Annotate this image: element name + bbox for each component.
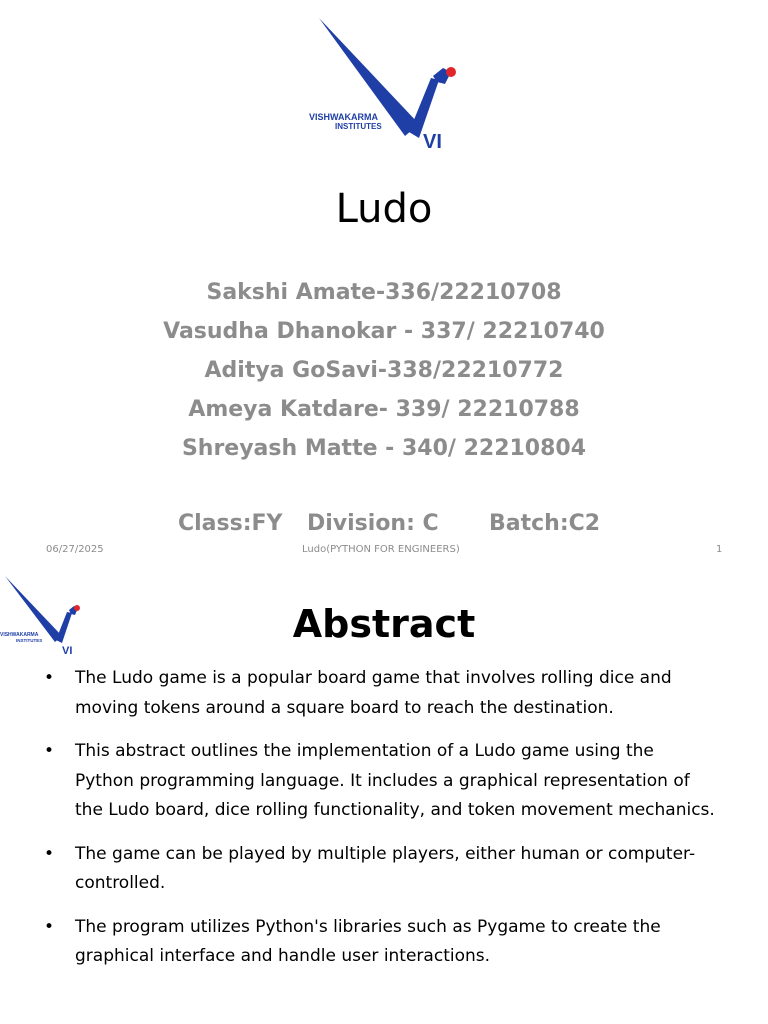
abstract-slide bbox=[0, 576, 768, 1024]
logo-text-line2: INSTITUTES bbox=[335, 122, 382, 131]
logo-mark: VI bbox=[423, 131, 442, 152]
slide-title: Ludo bbox=[335, 186, 433, 232]
abstract-title: Abstract bbox=[292, 602, 476, 646]
vishwakarma-logo bbox=[305, 14, 465, 152]
footer-title: Ludo(PYTHON FOR ENGINEERS) bbox=[302, 544, 460, 555]
logo-mark: VI bbox=[62, 645, 73, 656]
bullet-item: • The Ludo game is a popular board game that involves rolling dice and moving tokens around a square board to reach the destination. bbox=[0, 664, 768, 723]
class-label: Class:FY bbox=[178, 511, 283, 536]
abstract-bullet-list bbox=[0, 664, 768, 986]
footer-page-number: 1 bbox=[716, 544, 723, 555]
batch-label: Batch:C2 bbox=[489, 511, 601, 536]
author-line: Aditya GoSavi-338/22210772 bbox=[204, 358, 564, 383]
author-line: Sakshi Amate-336/22210708 bbox=[206, 280, 562, 305]
logo-text-line2: INSTITUTES bbox=[16, 638, 43, 643]
logo-neck bbox=[409, 78, 439, 138]
class-info-row bbox=[0, 508, 768, 540]
author-line: Ameya Katdare- 339/ 22210788 bbox=[188, 397, 580, 422]
division-label: Division: C bbox=[307, 511, 439, 536]
logo-accent-dot bbox=[446, 67, 456, 77]
author-list bbox=[0, 273, 768, 468]
slide-footer bbox=[0, 543, 768, 557]
logo-text-line1: VISHWAKARMA bbox=[0, 632, 39, 638]
footer-date: 06/27/2025 bbox=[46, 544, 104, 555]
bullet-item: • This abstract outlines the implementation of a Ludo game using the Python programming language. It includes a graphical representation of the Ludo board, dice rolling functionality, and token movement mechanics. bbox=[0, 737, 768, 826]
author-line: Vasudha Dhanokar - 337/ 22210740 bbox=[163, 319, 605, 344]
logo-text-line1: VISHWAKARMA bbox=[309, 112, 378, 122]
bullet-item: • The program utilizes Python's libraries such as Pygame to create the graphical interface and handle user interactions. bbox=[0, 913, 768, 972]
bullet-item: • The game can be played by multiple players, either human or computer-controlled. bbox=[0, 840, 768, 899]
author-line: Shreyash Matte - 340/ 22210804 bbox=[181, 436, 587, 461]
